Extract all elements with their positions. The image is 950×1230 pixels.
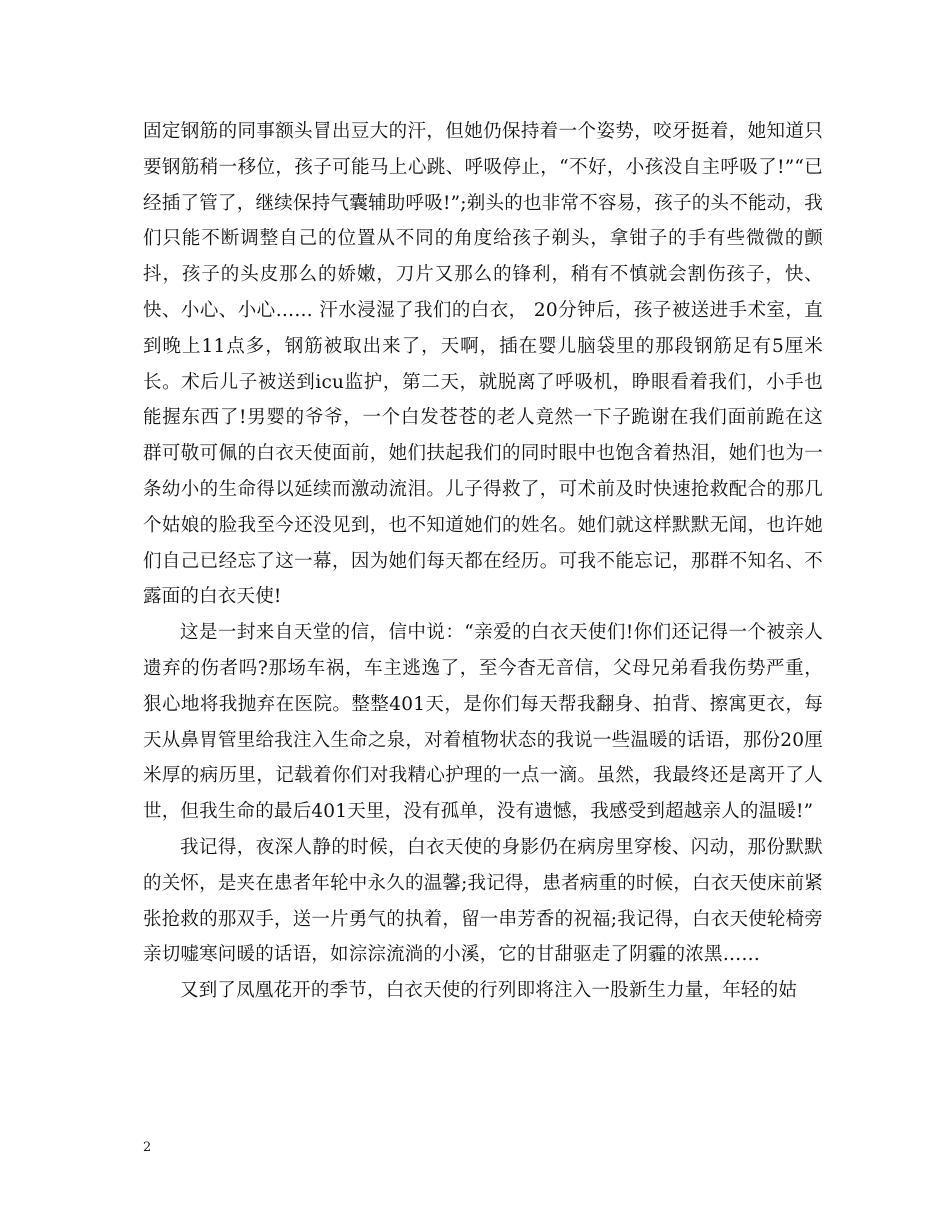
paragraph-3: 我记得，夜深人静的时候，白衣天使的身影仍在病房里穿梭、闪动，那份默默的关怀，是夹在患者年轮中永久的温馨;我记得，患者病重的时候，白衣天使床前紧张抢救的那双手，送一片勇气的执着，留一串芳香的祝福;我记得，白衣天使轮椅旁亲切嘘寒问暖的话语，如淙淙流淌的小溪，它的甘甜驱走了阴霾的浓黑…… — [143, 836, 823, 966]
paragraph-2: 这是一封来自天堂的信，信中说：“亲爱的白衣天使们!你们还记得一个被亲人遗弃的伤者吗?那场车祸，车主逃逸了，至今杳无音信，父母兄弟看我伤势严重，狠心地将我抛弃在医院。整整401天，是你们每天帮我翻身、拍背、擦寓更衣，每天从鼻胃管里给我注入生命之泉，对着植物状态的我说一些温暖的话语，那份20厘米厚的病历里，记载着你们对我精心护理的一点一滴。虽然，我最终还是离开了人世，但我生命的最后401天里，没有孤单，没有遗憾，我感受到超越亲人的温暖!” — [143, 622, 823, 823]
paragraph-4: 又到了凤凰花开的季节，白衣天使的行列即将注入一股新生力量，年轻的姑 — [180, 980, 798, 1002]
document-body — [143, 114, 823, 1009]
paragraph-1: 固定钢筋的同事额头冒出豆大的汗，但她仍保持着一个姿势，咬牙挺着，她知道只要钢筋稍一移位，孩子可能马上心跳、呼吸停止，“不好，小孩没自主呼吸了!”“已经插了管了，继续保持气囊辅助呼吸!”;剃头的也非常不容易，孩子的头不能动，我们只能不断调整自己的位置从不同的角度给孩子剃头，拿钳子的手有些微微的颤抖，孩子的头皮那么的娇嫩，刀片又那么的锋利，稍有不慎就会割伤孩子，快、快、小心、小心…… 汗水浸湿了我们的白衣， 20分钟后，孩子被送进手术室，直到晚上11点多，钢筋被取出来了，天啊，插在婴儿脑袋里的那段钢筋足有5厘米长。术后儿子被送到icu监护，第二天，就脱离了呼吸机，睁眼看着我们，小手也能握东西了!男婴的爷爷，一个白发苍苍的老人竟然一下子跪谢在我们面前跪在这群可敬可佩的白衣天使面前，她们扶起我们的同时眼中也饱含着热泪，她们也为一条幼小的生命得以延续而激动流泪。儿子得救了，可术前及时快速抢救配合的那几个姑娘的脸我至今还没见到，也不知道她们的姓名。她们就这样默默无闻，也许她们自己已经忘了这一幕，因为她们每天都在经历。可我不能忘记，那群不知名、不露面的白衣天使! — [143, 121, 823, 608]
page-number: 2 — [143, 1140, 152, 1155]
